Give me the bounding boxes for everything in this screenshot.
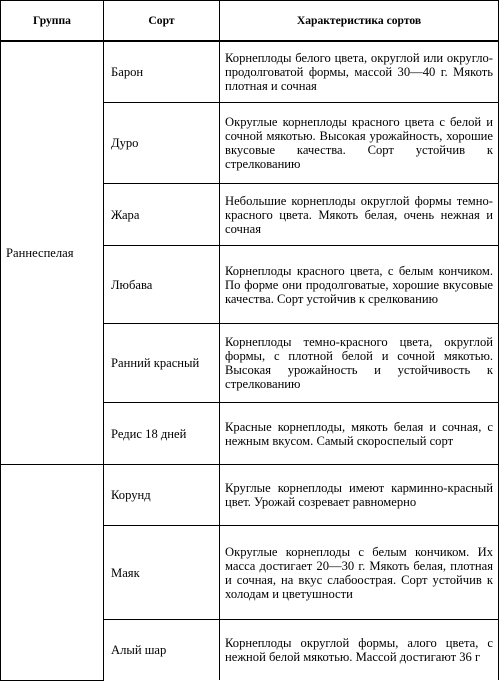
description-cell bbox=[220, 465, 499, 526]
description-text: Округлые корнеплоды с белым кончиком. Их масса достигает 20—30 г. Мякоть белая, плотная и сочная, на вкус слабоострая. Сорт устойчив к холодам и цветушности bbox=[225, 544, 493, 601]
sort-cell: Барон bbox=[104, 41, 220, 103]
description-cell bbox=[220, 403, 499, 465]
description-text: Корнеплоды темно-красного цвета, округлой формы, с плотной белой и сочной мякотью. Высокая урожайность и устойчивость к стрелкованию bbox=[225, 335, 493, 391]
description-cell bbox=[220, 41, 499, 103]
sort-cell: Дуро bbox=[104, 103, 220, 184]
sort-cell: Маяк bbox=[104, 526, 220, 620]
description-cell bbox=[220, 324, 499, 403]
sort-cell: Ранний красный bbox=[104, 324, 220, 403]
sort-cell: Корунд bbox=[104, 465, 220, 526]
table-row bbox=[1, 465, 499, 526]
description-cell bbox=[220, 246, 499, 324]
description-text: Корнеплоды белого цвета, округлой или округло-продолговатой формы, массой 30—40 г. Мякоть плотная и сочная bbox=[225, 51, 493, 93]
table-header-row bbox=[1, 1, 499, 42]
description-cell bbox=[220, 184, 499, 246]
description-text: Корнеплоды красного цвета, с белым кончиком. По форме они продолговатые, хорошие вкусовые качества. Сорт устойчив к срелкованию bbox=[225, 263, 493, 306]
header-group: Группа bbox=[1, 1, 104, 42]
group-cell: Раннеспелая bbox=[1, 41, 104, 465]
sort-cell: Алый шар bbox=[104, 620, 220, 681]
description-cell bbox=[220, 526, 499, 620]
description-cell bbox=[220, 103, 499, 184]
description-text: Корнеплоды округлой формы, алого цвета, с нежной белой мякотью. Массой достигают 36 г bbox=[225, 636, 493, 664]
description-text: Круглые корнеплоды имеют карминно-красный цвет. Урожай созревает равномерно bbox=[225, 481, 493, 509]
table-row bbox=[1, 41, 499, 103]
sort-cell: Любава bbox=[104, 246, 220, 324]
group-cell bbox=[1, 465, 104, 681]
header-sort: Сорт bbox=[104, 1, 220, 42]
description-cell bbox=[220, 620, 499, 681]
sort-cell: Редис 18 дней bbox=[104, 403, 220, 465]
description-text: Округлые корнеплоды красного цвета с белой и сочной мякотью. Высокая урожайность, хорошие вкусовые качества. Сорт устойчив к стрелкованию bbox=[225, 115, 493, 171]
description-text: Небольшие корнеплоды округлой формы темно-красного цвета. Мякоть белая, очень нежная и сочная bbox=[225, 193, 493, 236]
header-characteristic: Характеристика сортов bbox=[220, 1, 499, 42]
description-text: Красные корнеплоды, мякоть белая и сочная, с нежным вкусом. Самый скороспелый сорт bbox=[225, 419, 493, 448]
sort-cell: Жара bbox=[104, 184, 220, 246]
